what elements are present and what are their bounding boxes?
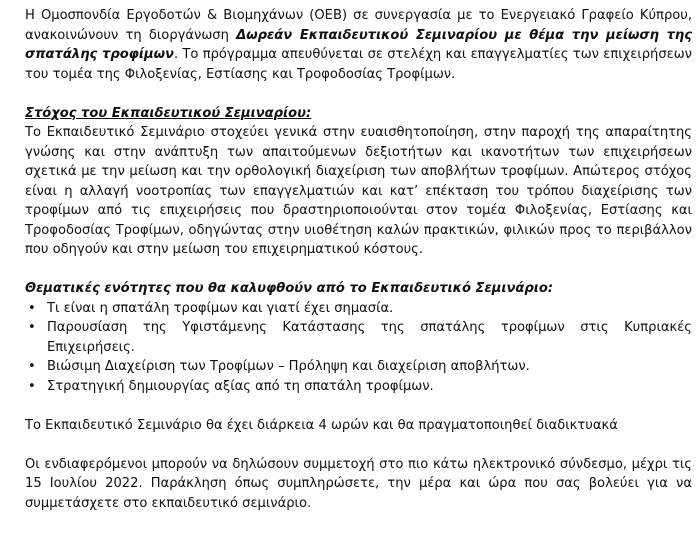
registration-paragraph: Οι ενδιαφερόμενοι μπορούν να δηλώσουν συμμετοχή στο πιο κάτω ηλεκτρονικό σύνδεσμο, μέχρι τις 15 Ιουλίου 2022. Παράκληση όπως συμπληρώσετε, την μέρα και ώρα που σας βολεύει για να συμμετάσχετε στο εκπαιδευτικό σεμινάριο.	[25, 456, 692, 511]
bullet-icon: •	[28, 378, 36, 394]
duration-paragraph: Το Εκπαιδευτικό Σεμινάριο θα έχει διάρκεια 4 ωρών και θα πραγματοποιηθεί διαδικτυακά	[25, 417, 618, 433]
topic-text: Στρατηγική δημιουργίας αξίας από τη σπατάλη τροφίμων.	[47, 378, 434, 394]
seminar-title-emphasis: Δωρεάν Εκπαιδευτικού Σεμιναρίου με θέμα την μείωση της σπατάλης τροφίμων	[25, 27, 693, 62]
topic-item	[25, 299, 692, 319]
topic-text: Βιώσιμη Διαχείριση των Τροφίμων – Πρόληψη και διαχείριση αποβλήτων.	[47, 359, 530, 374]
intro-text-end: . Το πρόγραμμα απευθύνεται σε στελέχη και επαγγελματίες των επιχειρήσεων του τομέα της Φιλοξενίας, Εστίασης και Τροφοδοσίας Τροφίμων.	[25, 47, 692, 82]
spacer	[25, 435, 692, 455]
intro-text-start: Η Ομοσπονδία Εργοδοτών & Βιομηχάνων (ΟΕΒ) σε συνεργασία με το Ενεργειακό Γραφείο Κύπρου, ανακοινώνουν τη διοργάνωση	[25, 8, 692, 43]
spacer	[25, 84, 692, 104]
objective-heading: Στόχος του Εκπαιδευτικού Σεμιναρίου:	[25, 105, 312, 121]
intro-paragraph	[25, 6, 692, 84]
spacer	[25, 260, 692, 280]
spacer	[25, 396, 692, 416]
topics-list	[25, 299, 692, 397]
topic-item	[25, 318, 692, 357]
topic-text: Τι είναι η σπατάλη τροφίμων και γιατί έχει σημασία.	[47, 300, 394, 316]
topic-item	[25, 377, 692, 397]
topic-text: Παρουσίαση της Υφιστάμενης Κατάστασης της σπατάλης τροφίμων στις Κυπριακές Επιχειρήσεις.	[47, 320, 692, 355]
objective-paragraph: Το Εκπαιδευτικό Σεμινάριο στοχεύει γενικά στην ευαισθητοποίηση, στην παροχή της απαραίτητης γνώσης και στην ανάπτυξη των απαιτούμενων δεξιοτήτων και ικανοτήτων των επιχειρήσεων σχετικά με την μείωση και την ορθολογική διαχείριση των αποβλήτων τροφίμων. Απώτερος στόχος είναι η αλλαγή νοοτροπίας των επαγγελματιών και κατ’ επέκταση του τρόπου διαχείρισης των τροφίμων από τις επιχειρήσεις που δραστηριοποιούνται στον τομέα Φιλοξενίας, Εστίασης και Τροφοδοσίας Τροφίμων, οδηγώντας στην υιοθέτηση καλών πρακτικών, φιλικών προς το περιβάλλον που οδηγούν και στην μείωση του επιχειρηματικού κόστους.	[25, 125, 692, 257]
bullet-icon: •	[28, 300, 36, 316]
topic-item	[25, 357, 692, 377]
bullet-icon: •	[28, 320, 36, 335]
bullet-icon: •	[28, 359, 36, 374]
topics-heading: Θεματικές ενότητες που θα καλυφθούν από το Εκπαιδευτικό Σεμινάριο:	[25, 281, 554, 296]
